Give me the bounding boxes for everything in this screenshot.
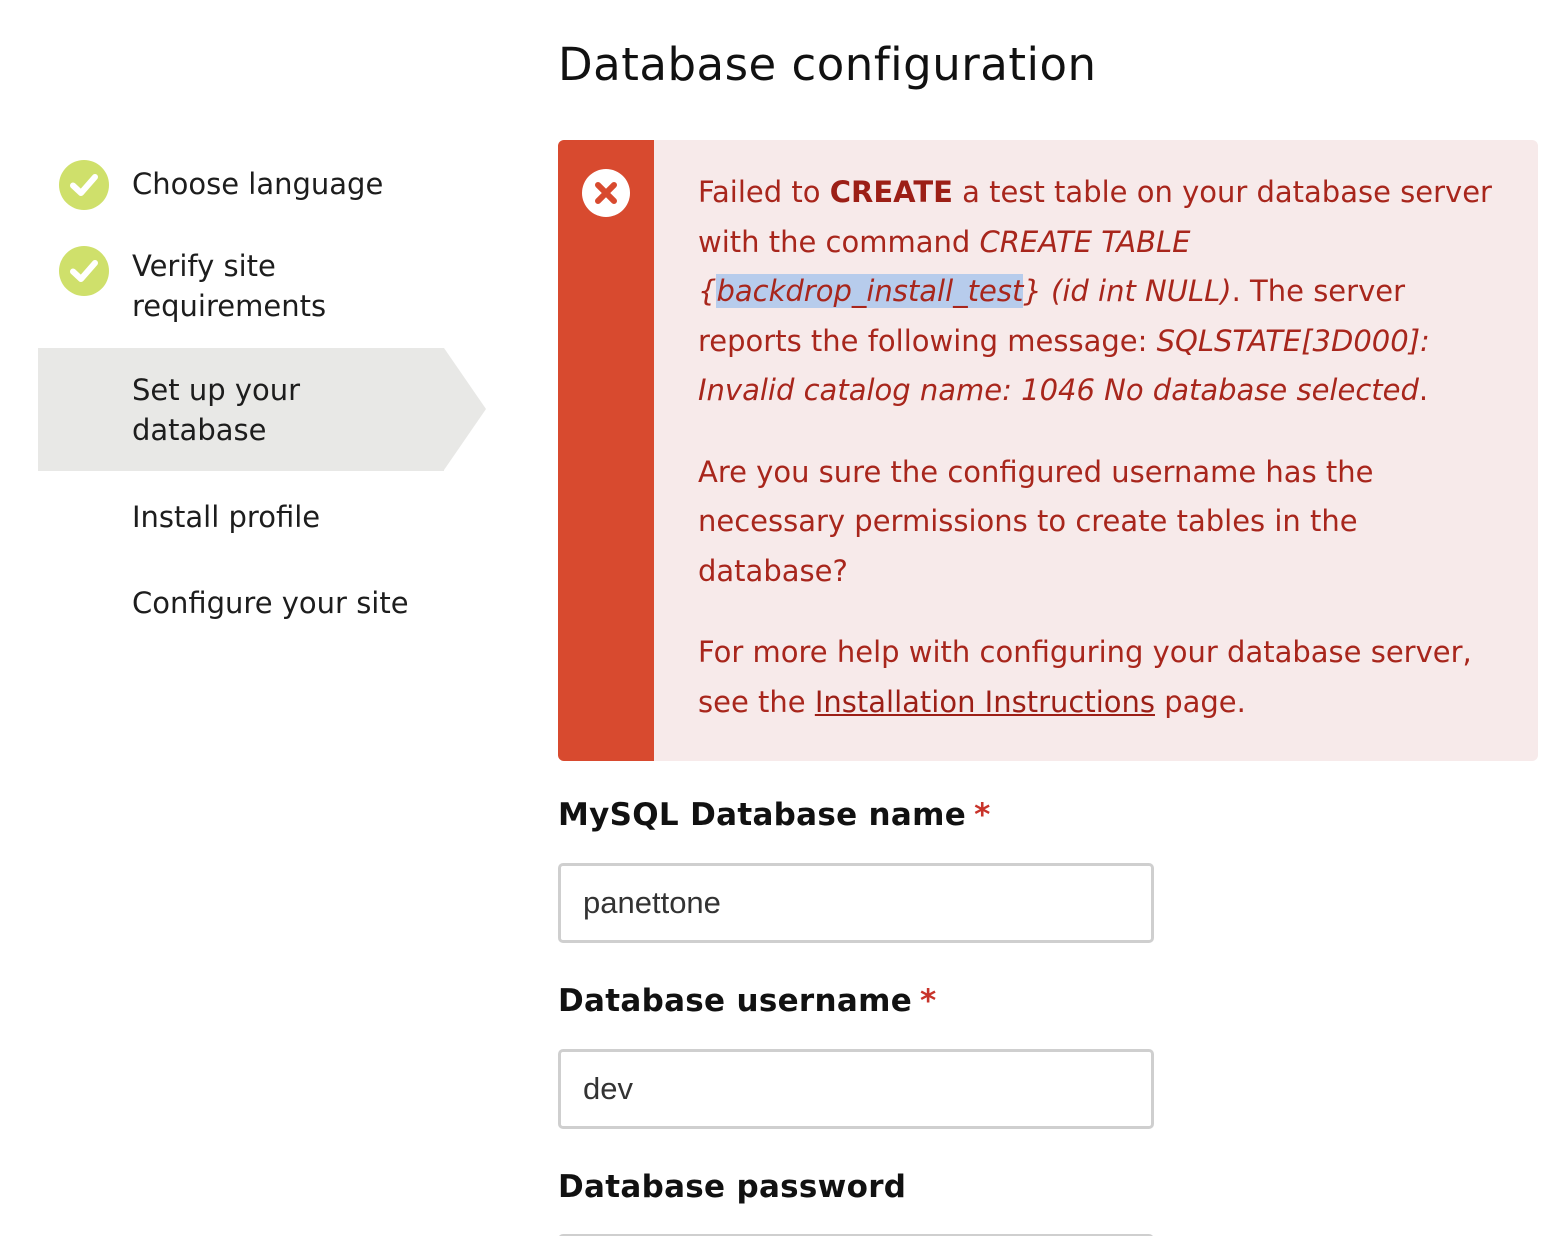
active-step-arrow (444, 348, 486, 470)
step-set-up-database (38, 348, 444, 471)
error-stripe (558, 140, 654, 761)
step-choose-language (38, 150, 444, 222)
step-verify-requirements (38, 236, 444, 332)
step-label: Configure your site (132, 586, 409, 620)
step-label: Verify site requirements (132, 249, 327, 323)
selected-text: backdrop_install_test (716, 274, 1024, 308)
step-label: Install profile (132, 500, 321, 534)
step-configure-site (38, 576, 444, 636)
db-password-label: Database password (558, 1169, 907, 1205)
page-title: Database configuration (558, 38, 1097, 91)
error-paragraph-2: Are you sure the configured username has the necessary permissions to create tables in the database? (698, 454, 1374, 588)
error-icon (582, 169, 630, 217)
db-name-label: MySQL Database name * (558, 797, 991, 833)
required-marker: * (920, 983, 937, 1019)
installation-instructions-link[interactable]: Installation Instructions (814, 684, 1155, 719)
error-paragraph-3: For more help with configuring your database server, see the Installation Instructions page. (698, 635, 1472, 719)
db-name-input[interactable] (558, 863, 1154, 943)
step-label: Choose language (132, 167, 384, 201)
error-paragraph-1: Failed to CREATE a test table on your database server with the command CREATE TABLE {backdrop_install_test} (id int NULL). The server reports the following message: SQLSTATE[3D000]: Invalid catalog name: 1046 No database selected. (698, 175, 1492, 407)
check-icon (59, 160, 109, 210)
error-message (558, 140, 1538, 761)
step-label: Set up your database (132, 373, 301, 447)
check-icon (59, 246, 109, 296)
error-text (698, 168, 1508, 759)
required-marker: * (974, 797, 991, 833)
db-username-label: Database username * (558, 983, 937, 1019)
step-install-profile (38, 490, 444, 550)
db-username-input[interactable] (558, 1049, 1154, 1129)
